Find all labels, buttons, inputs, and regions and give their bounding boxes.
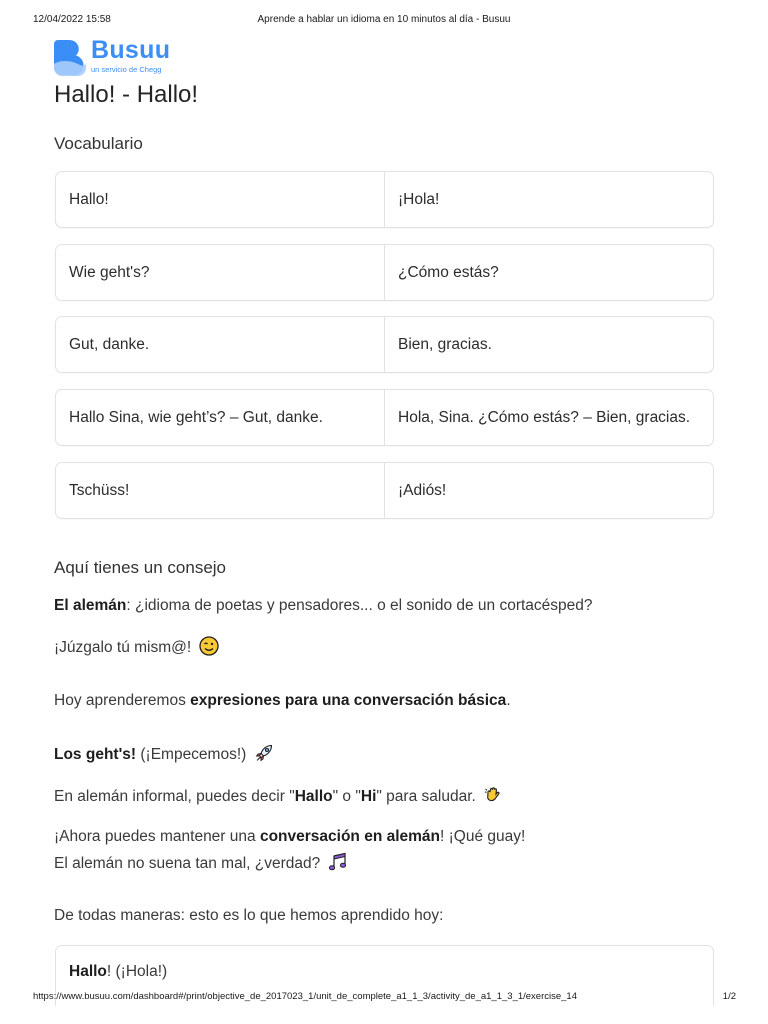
tip-bold-text: Hallo (294, 788, 333, 805)
tip-text: " o " (332, 788, 361, 805)
tip-text: En alemán informal, puedes decir " (54, 788, 295, 805)
tip-paragraph (54, 636, 219, 659)
tip-text: ! ¡Qué guay! (440, 828, 526, 845)
tip-paragraph (54, 826, 525, 848)
tip-bold-text: El alemán (54, 597, 127, 614)
waving-hand-emoji-icon (483, 785, 503, 805)
print-url: https://www.busuu.com/dashboard#/print/objective_de_2017023_1/unit_de_complete_a1_1_3/activity_de_a1_1_3_1/exercise_14 (33, 991, 578, 1002)
page-title: Hallo! - Hallo! (54, 81, 199, 108)
summary-bold-text: Hallo (69, 963, 107, 980)
tip-text: . (506, 692, 511, 709)
vocabulary-heading: Vocabulario (54, 134, 143, 153)
vocab-row (55, 244, 714, 301)
vocab-row (55, 316, 714, 373)
tip-paragraph (54, 743, 274, 766)
tip-text: El alemán no suena tan mal, ¿verdad? (54, 855, 321, 872)
tip-text: Hoy aprenderemos (54, 692, 191, 709)
summary-text (69, 963, 167, 981)
logo-wordmark: Busuu (91, 36, 171, 64)
tip-text: ¡Ahora puedes mantener una (54, 828, 260, 845)
vocab-spanish: Bien, gracias. (384, 317, 713, 372)
tip-bold-text: conversación en alemán (259, 828, 441, 845)
tip-paragraph (54, 905, 443, 927)
vocab-spanish: ¿Cómo estás? (384, 245, 713, 300)
vocab-german: Hallo Sina, wie geht’s? – Gut, danke. (69, 408, 323, 426)
tip-text: : ¿idioma de poetas y pensadores... o el sonido de un cortacésped? (126, 597, 593, 614)
logo-tagline: un servicio de Chegg (91, 65, 162, 74)
tip-paragraph (54, 852, 348, 875)
tip-paragraph (54, 595, 593, 617)
vocab-row (55, 389, 714, 446)
busuu-logo[interactable] (54, 36, 194, 76)
tip-bold-text: Los geht's! (54, 746, 137, 763)
music-notes-emoji-icon (328, 852, 348, 872)
tip-text: De todas maneras: esto es lo que hemos aprendido hoy: (54, 907, 444, 924)
busuu-logo-icon (54, 38, 86, 76)
vocab-spanish: Hola, Sina. ¿Cómo estás? – Bien, gracias. (384, 390, 713, 445)
vocab-row (55, 462, 714, 519)
summary-rest-text: ! (¡Hola!) (106, 963, 168, 980)
tip-bold-text: expresiones para una conversación básica (190, 692, 507, 709)
print-header (0, 14, 768, 28)
tip-text: " para saludar. (376, 788, 476, 805)
tip-bold-text: Hi (360, 788, 377, 805)
vocab-row (55, 171, 714, 228)
print-date: 12/04/2022 15:58 (33, 14, 111, 25)
vocab-german: Wie geht's? (69, 263, 150, 281)
tip-heading: Aquí tienes un consejo (54, 558, 227, 577)
print-page-number: 1/2 (722, 991, 736, 1002)
vocab-german: Hallo! (69, 190, 109, 208)
tip-text: (¡Empecemos!) (136, 746, 247, 763)
tip-paragraph (54, 785, 503, 808)
rocket-emoji-icon (254, 743, 274, 763)
print-footer (0, 991, 768, 1005)
wink-emoji-icon (199, 636, 219, 656)
print-page-title: Aprende a hablar un idioma en 10 minutos al día - Busuu (257, 14, 511, 25)
tip-paragraph (54, 690, 511, 712)
vocab-german: Tschüss! (69, 481, 130, 499)
vocab-spanish: ¡Hola! (384, 172, 713, 227)
vocab-german: Gut, danke. (69, 335, 150, 353)
vocab-spanish: ¡Adiós! (384, 463, 713, 518)
tip-text: ¡Júzgalo tú mism@! (54, 639, 192, 656)
